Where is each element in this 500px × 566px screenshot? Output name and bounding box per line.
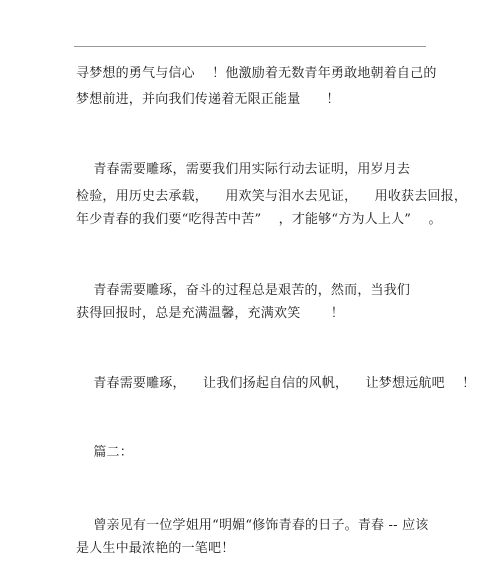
paragraph-3-line-1: 青春需要雕琢，奋斗的过程总是艰苦的，然而，当我们	[76, 283, 411, 298]
paragraph-4-line-1: 青春需要雕琢， 让我们扬起自信的风帆， 让梦想远航吧 ！	[76, 376, 476, 391]
section-heading: 篇二：	[76, 445, 133, 460]
paragraph-2-line-2: 检验，用历史去承载， 用欢笑与泪水去见证， 用收获去回报，	[76, 189, 468, 204]
paragraph-2-line-3: 年少青春的我们要“吃得苦中苦” ，才能够“方为人上人” 。	[76, 212, 442, 227]
header-rule	[74, 46, 426, 47]
paragraph-1-line-2: 梦想前进，并向我们传递着无限正能量 ！	[76, 92, 340, 107]
paragraph-6-line-2: 是人生中最浓艳的一笔吧！	[76, 541, 235, 556]
paragraph-2-line-1: 青春需要雕琢，需要我们用实际行动去证明，用岁月去	[76, 162, 411, 177]
paragraph-6-line-1: 曾亲见有一位学姐用“明媚“修饰青春的日子。青春 -- 应该	[76, 518, 429, 533]
paragraph-1-line-1: 寻梦想的勇气与信心 ！他激励着无数青年勇敢地朝着自己的	[76, 66, 437, 81]
paragraph-3-line-2: 获得回报时，总是充满温馨，充满欢笑 ！	[76, 306, 344, 321]
